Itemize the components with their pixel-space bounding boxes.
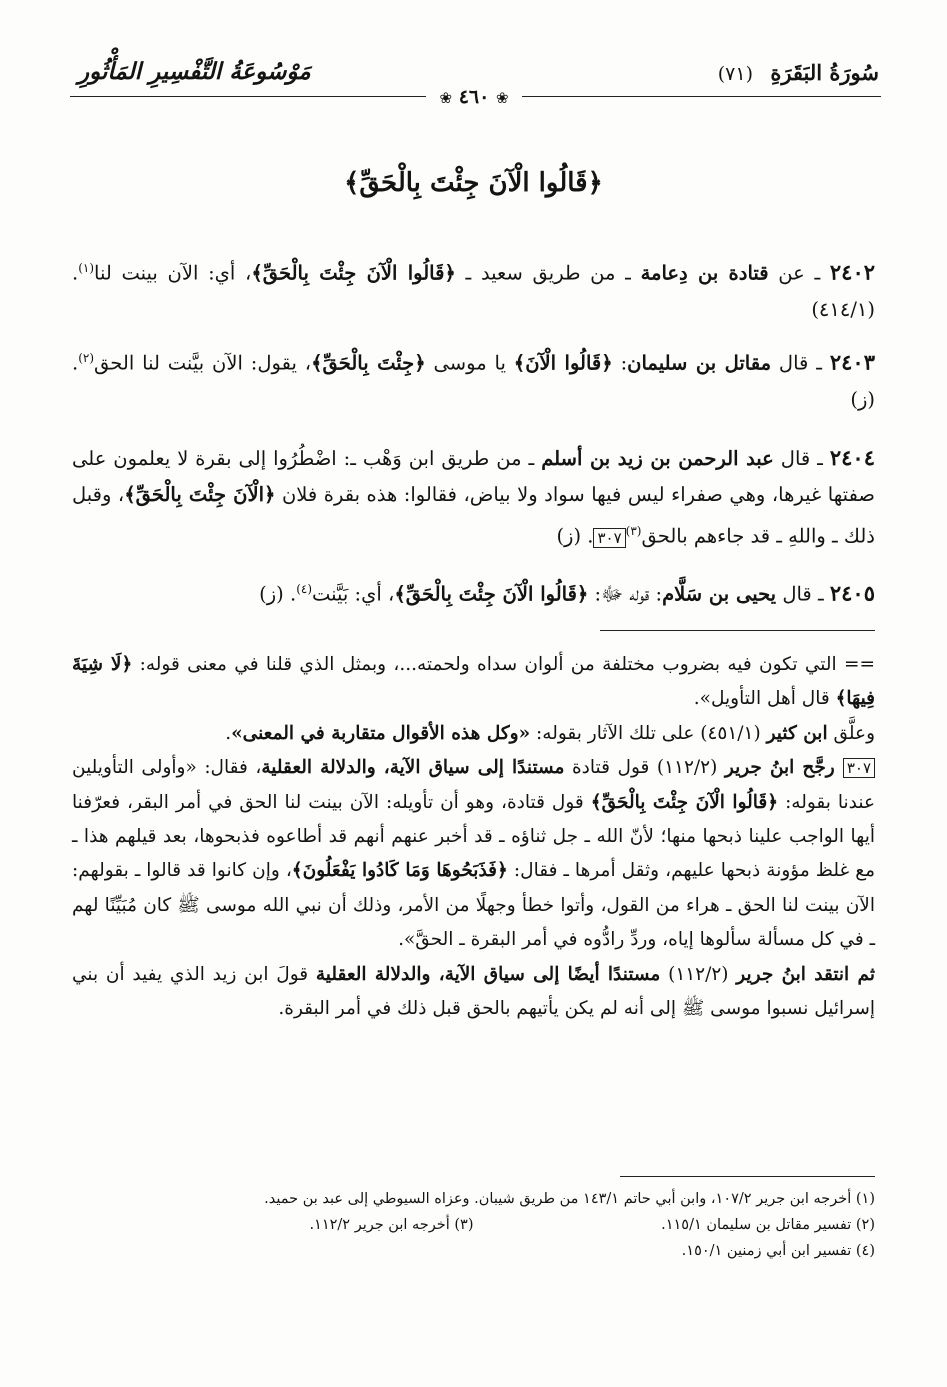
entry-2402: ٢٤٠٢ ـ عن قتادة بن دِعامة ـ من طريق سعيد ـ ﴿قَالُوا الْآنَ جِئْتَ بِالْحَقِّ﴾، أي: الآن بينت لنا$^{(١)}$. (٤١٤/١): [72, 259, 876, 321]
volume-reference: (٤١٤/١): [811, 297, 875, 321]
surah-label: سُورَةُ البَقَرَةِ: [770, 60, 879, 85]
entry-2405: ٢٤٠٥ ـ قال يحيى بن سَلَّام: قوله ﷻ: ﴿قَالُوا الْآنَ جِئْتَ بِالْحَقِّ﴾، أي: بَيَّنت$^{(٤)}$. (ز): [259, 580, 875, 606]
footnote-2: (٢) تفسير مقاتل بن سليمان ١١٥/١.: [661, 1217, 875, 1233]
footnote-row: [72, 1212, 875, 1238]
narrator-name: يحيى بن سَلَّام: [662, 582, 777, 606]
entry-number: ٢٤٠٢: [829, 259, 876, 285]
footnote-3: (٣) أخرجه ابن جرير ١١٢/٢.: [309, 1217, 474, 1233]
footnote-marker: (١): [78, 261, 95, 275]
volume-reference: (ز): [259, 582, 284, 606]
footnote-marker: (٣): [625, 524, 642, 538]
entry-number: ٢٤٠٤: [829, 445, 875, 470]
basis-statement: مستندًا إلى سياق الآية، والدلالة العقلية: [261, 757, 565, 779]
entry-2404: ٢٤٠٤ ـ قال عبد الرحمن بن زيد بن أسلم ـ من طريق ابن وَهْب ـ: اضْطُرُوا إلى بقرة لا يعلمون على صفتها غيرها، وهي صفراء ليس فيها سواد ولا بياض، فقالوا: هذه بقرة فلان ﴿الْآنَ جِئْتَ بِالْحَقِّ﴾، وقبل ذلك ـ واللهِ ـ قد جاءهم بالحق$^{(٣)}$٣٠٧. (ز): [72, 445, 875, 548]
commentary-notes: [72, 648, 875, 1026]
narrator-name: عبد الرحمن بن زيد بن أسلم: [541, 447, 774, 470]
notes-separator: [600, 630, 875, 631]
quran-quote: ﴿قَالُوا الْآنَ جِئْتَ بِالْحَقِّ﴾: [590, 791, 779, 813]
footnote-4: (٤) تفسير ابن أبي زمنين ١٥٠/١.: [681, 1243, 875, 1259]
note-paragraph: ثم انتقد ابنُ جرير (١١٢/٢) مستندًا أيضًا إلى سياق الآية، والدلالة العقلية قولَ ابن زيد الذي يفيد أن بني إسرائيل نسبوا موسى ﷺ إلى أنه لم يكن يأتيهم بالحق قبل ذلك في أمر البقرة.: [72, 963, 875, 1020]
ornament-icon: ❀: [495, 89, 509, 107]
quran-quote: ﴿فَذَبَحُوهَا وَمَا كَادُوا يَفْعَلُونَ﴾: [291, 860, 508, 882]
commentary-box-number: ٣٠٧: [593, 528, 625, 548]
note-paragraph: ٣٠٧ رجَّح ابنُ جرير (١١٢/٢) قول قتادة مستندًا إلى سياق الآية، والدلالة العقلية، فقال: «وأولى التأويلين عندنا بقوله: ﴿قَالُوا الْآنَ جِئْتَ بِالْحَقِّ﴾ قول قتادة، وهو أن تأويله: الآن بينت لنا الحق في أمر البقر، فعرّفنا أيها الواجب علينا ذبحها منها؛ لأنّ الله ـ جل ثناؤه ـ قد أخبر عنهم أنهم قد أطاعوه فذبحوها، بعد قيلهم هذا ـ مع غلظ مؤونة ذبحها عليهم، وثقل أمرها ـ فقال: ﴿فَذَبَحُوهَا وَمَا كَادُوا يَفْعَلُونَ﴾، وإن كانوا قد قالوا ـ بقولهم: الآن بينت لنا الحق ـ هراء من القول، وأتوا خطأ وجهلًا من الأمر، وذلك أن نبي الله موسى ﷺ كان مُبَيِّنًا لهم ـ في كل مسألة سألوها إياه، وردِّ رادُّوه في أمر البقرة ـ الحقَّ».: [72, 757, 876, 951]
narrator-name: قتادة بن دِعامة: [640, 261, 769, 285]
footnotes-separator: [620, 1176, 875, 1177]
volume-reference: (ز): [556, 524, 582, 548]
footnotes: [72, 1186, 875, 1264]
quoted-statement: «وكل هذه الأقوال متقاربة في المعنى»: [231, 722, 531, 744]
scholar-name: انتقد ابنُ جرير: [736, 963, 850, 985]
footnote-1: (١) أخرجه ابن جرير ١٠٧/٢، وابن أبي حاتم ١٤٣/١ من طريق شيبان. وعزاه السيوطي إلى عبد بن حميد.: [264, 1191, 875, 1207]
note-paragraph: وعلَّق ابن كثير (٤٥١/١) على تلك الآثار بقوله: «وكل هذه الأقوال متقاربة في المعنى».: [225, 722, 875, 744]
surah-header: [718, 60, 879, 85]
note-paragraph: == التي تكون فيه بضروب مختلفة من ألوان سداه ولحمته...، وبمثل الذي قلنا في معنى قوله: ﴿لَا شِيَةَ فِيهَا﴾ قال أهل التأويل».: [72, 654, 875, 710]
quran-quote: ﴿الْآنَ جِئْتَ بِالْحَقِّ﴾: [124, 483, 276, 506]
commentary-box-number: ٣٠٧: [843, 758, 875, 778]
quran-quote: ﴿قَالُوا الْآنَ جِئْتَ بِالْحَقِّ﴾: [394, 582, 589, 606]
footnote-marker: (٢): [78, 351, 95, 365]
quran-quote: ﴿جِئْتَ بِالْحَقِّ﴾: [311, 351, 426, 375]
page-number: ٤٦٠: [458, 86, 490, 108]
quran-quote: ﴿قَالُوا الْآنَ جِئْتَ بِالْحَقِّ﴾: [251, 261, 456, 285]
page-number-block: [426, 87, 522, 108]
volume-reference: (ز): [850, 387, 875, 411]
entry-number: ٢٤٠٣: [829, 349, 875, 375]
entry-2403: ٢٤٠٣ ـ قال مقاتل بن سليمان: ﴿قَالُوا الْآنَ﴾ يا موسى ﴿جِئْتَ بِالْحَقِّ﴾، يقول: الآن بيَّنت لنا الحق$^{(٢)}$. (ز): [72, 349, 875, 411]
verse-heading: ﴿قَالُوا الْآنَ جِئْتَ بِالْحَقِّ﴾: [344, 168, 603, 198]
narrator-name: مقاتل بن سليمان: [627, 351, 772, 375]
basis-statement: مستندًا أيضًا إلى سياق الآية، والدلالة العقلية: [315, 963, 661, 985]
scholar-name: ابن كثير: [766, 722, 828, 744]
footnote-marker: (٤): [296, 582, 313, 596]
scholar-name: ابنُ جرير: [724, 757, 795, 779]
ornament-icon: ❀: [439, 89, 453, 107]
entry-number: ٢٤٠٥: [829, 580, 875, 606]
verse-ref: (٧١): [717, 63, 753, 85]
quran-quote: ﴿لَا شِيَةَ فِيهَا﴾: [72, 654, 875, 710]
quran-quote: ﴿قَالُوا الْآنَ﴾: [513, 351, 613, 375]
book-title: مَوْسُوعَةُ التَّفْسِيرِ المَأْثُورِ: [78, 58, 311, 85]
